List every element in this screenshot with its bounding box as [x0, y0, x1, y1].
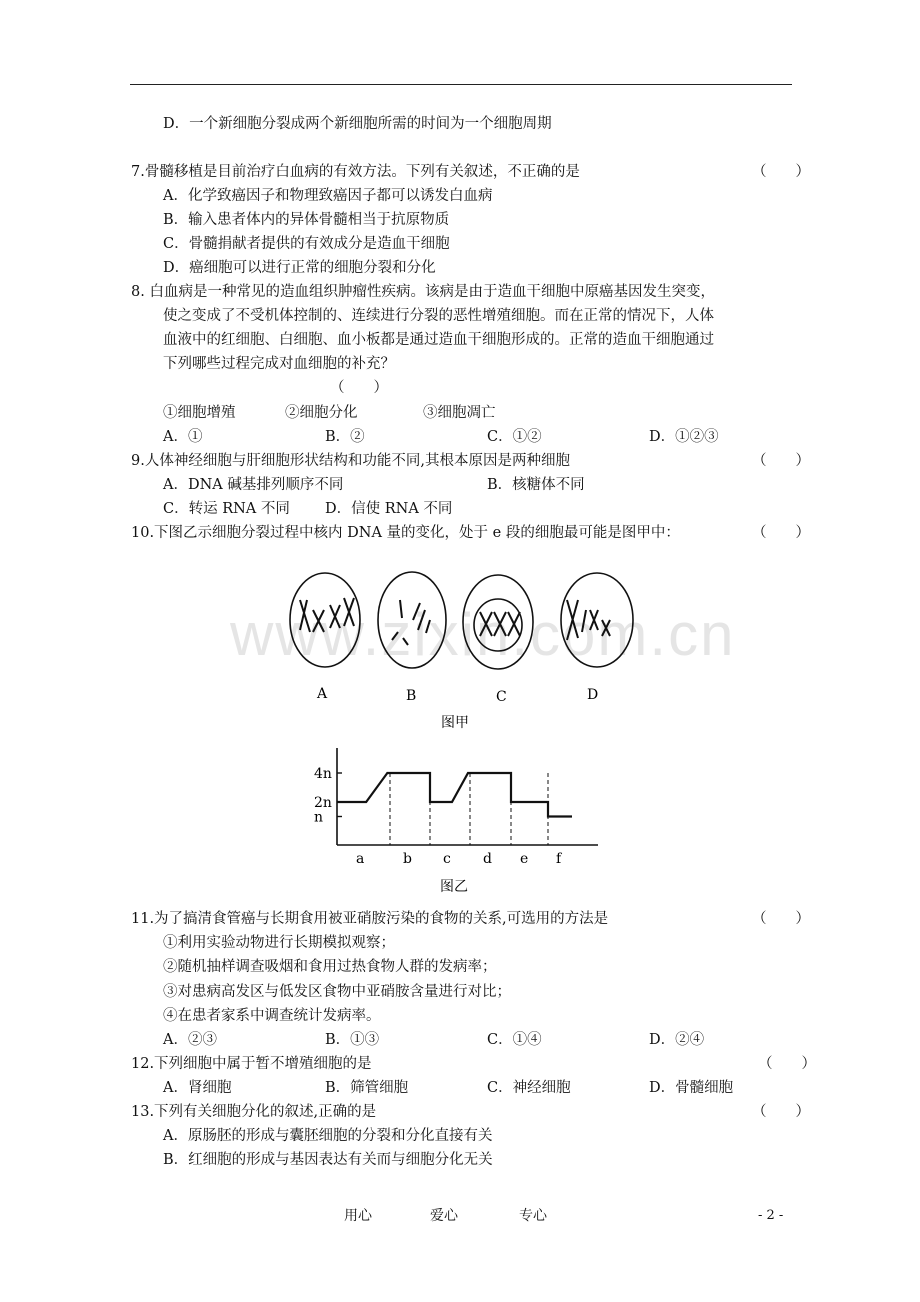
q12-option: B．筛管细胞 [325, 1080, 409, 1096]
q13-option-b: B．红细胞的形成与基因表达有关而与细胞分化无关 [163, 1152, 493, 1168]
cell-d-chromosomes [567, 600, 610, 640]
cell-b-membrane [378, 572, 446, 668]
q11-stem: 11.为了搞清食管癌与长期食用被亚硝胺污染的食物的关系,可选用的方法是 [131, 911, 609, 927]
q12-option: C．神经细胞 [487, 1080, 571, 1096]
q9-option-b: B．核糖体不同 [487, 477, 585, 493]
q9-option-c: C．转运 RNA 不同 [163, 501, 290, 517]
y-tick-label: n [314, 809, 324, 826]
x-segment-label: a [356, 851, 365, 867]
y-tick-label: 2n [314, 795, 332, 811]
q7-stem: 7.骨髓移植是目前治疗白血病的有效方法。下列有关叙述，不正确的是 [131, 164, 580, 180]
q11-item: ②随机抽样调查吸烟和食用过热食物人群的发病率； [163, 959, 497, 975]
q12-option: A．肾细胞 [163, 1080, 232, 1096]
q8-item: ①细胞增殖 [163, 405, 236, 421]
q11-option: C．①④ [487, 1032, 542, 1048]
q8-option: D．①②③ [649, 429, 719, 445]
figure-jia-cells [280, 570, 650, 740]
x-segment-label: e [520, 851, 529, 867]
footer-slogan-3: 专心 [519, 1208, 547, 1224]
q8-answer-paren: （ ） [330, 380, 388, 396]
watermark: www.zixin.com.cn [230, 601, 736, 668]
dna-series-line [337, 773, 572, 817]
q13-option-a: A．原肠胚的形成与囊胚细胞的分裂和分化直接有关 [163, 1128, 493, 1144]
q7-option-d: D．癌细胞可以进行正常的细胞分裂和分化 [163, 260, 436, 276]
q9-answer-paren: （ ） [752, 453, 810, 469]
cell-a-chromosomes [300, 598, 354, 632]
q7-option-c: C．骨髓捐献者提供的有效成分是造血干细胞 [163, 236, 450, 252]
q8-option: C．①② [487, 429, 542, 445]
q8-item: ③细胞凋亡 [423, 405, 496, 421]
q8-stem-line3: 血液中的红细胞、白细胞、血小板都是通过造血干细胞形成的。正常的造血干细胞通过 [163, 332, 714, 348]
q7-option-a: A．化学致癌因子和物理致癌因子都可以诱发白血病 [163, 188, 493, 204]
q10-stem: 10.下图乙示细胞分裂过程中核内 DNA 量的变化，处于 e 段的细胞最可能是图甲中： [131, 525, 680, 541]
q11-item: ③对患病高发区与低发区食物中亚硝胺含量进行对比； [163, 984, 511, 1000]
header-rule [130, 84, 792, 85]
cell-label-c: C [496, 689, 507, 705]
cell-a-membrane [290, 573, 360, 667]
x-segment-label: b [403, 851, 412, 867]
q6-option-d: D．一个新细胞分裂成两个新细胞所需的时间为一个细胞周期 [163, 116, 552, 132]
q7-option-b: B．输入患者体内的异体骨髓相当于抗原物质 [163, 212, 450, 228]
q8-stem-line4: 下列哪些过程完成对血细胞的补充？ [163, 356, 395, 372]
q11-option: A．②③ [163, 1032, 217, 1048]
q10-answer-paren: （ ） [752, 525, 810, 541]
q12-answer-paren: （ ） [758, 1056, 816, 1072]
q11-item: ④在患者家系中调查统计发病率。 [163, 1008, 381, 1024]
cell-b-chromosomes [392, 600, 430, 645]
q8-option: B．② [325, 429, 365, 445]
q11-item: ①利用实验动物进行长期模拟观察； [163, 935, 395, 951]
q8-item: ②细胞分化 [285, 405, 358, 421]
q7-answer-paren: （ ） [752, 164, 810, 180]
cell-label-d: D [587, 687, 599, 703]
q9-option-d: D．信使 RNA 不同 [325, 501, 453, 517]
cell-c-chromosomes [480, 612, 520, 636]
q11-option: D．②④ [649, 1032, 705, 1048]
x-segment-label: c [443, 851, 451, 867]
q8-option: A．① [163, 429, 203, 445]
cell-label-a: A [317, 686, 328, 702]
q8-stem-line1: 8. 白血病是一种常见的造血组织肿瘤性疾病。该病是由于造血干细胞中原癌基因发生突变， [131, 284, 715, 300]
footer-slogan-1: 用心 [344, 1208, 372, 1224]
q8-stem-line2: 使之变成了不受机体控制的、连续进行分裂的恶性增殖细胞。而在正常的情况下，人体 [163, 308, 714, 324]
figure-yi-caption: 图乙 [440, 879, 468, 895]
page-number: - 2 - [758, 1208, 784, 1223]
q11-option: B．①③ [325, 1032, 380, 1048]
q9-option-a: A．DNA 碱基排列顺序不同 [163, 477, 344, 493]
q11-answer-paren: （ ） [752, 911, 810, 927]
figure-yi-dna-chart [310, 745, 610, 895]
q13-answer-paren: （ ） [752, 1104, 810, 1120]
figure-jia-caption: 图甲 [441, 715, 469, 731]
x-segment-label: f [556, 851, 562, 867]
q9-stem: 9.人体神经细胞与肝细胞形状结构和功能不同,其根本原因是两种细胞 [131, 453, 570, 469]
q12-stem: 12.下列细胞中属于暂不增殖细胞的是 [131, 1056, 372, 1072]
x-segment-label: d [483, 851, 492, 867]
cell-label-b: B [406, 688, 417, 704]
q13-stem: 13.下列有关细胞分化的叙述,正确的是 [131, 1104, 377, 1120]
footer-slogan-2: 爱心 [430, 1208, 458, 1224]
y-tick-label: 4n [314, 766, 332, 782]
q12-option: D．骨髓细胞 [649, 1080, 734, 1096]
